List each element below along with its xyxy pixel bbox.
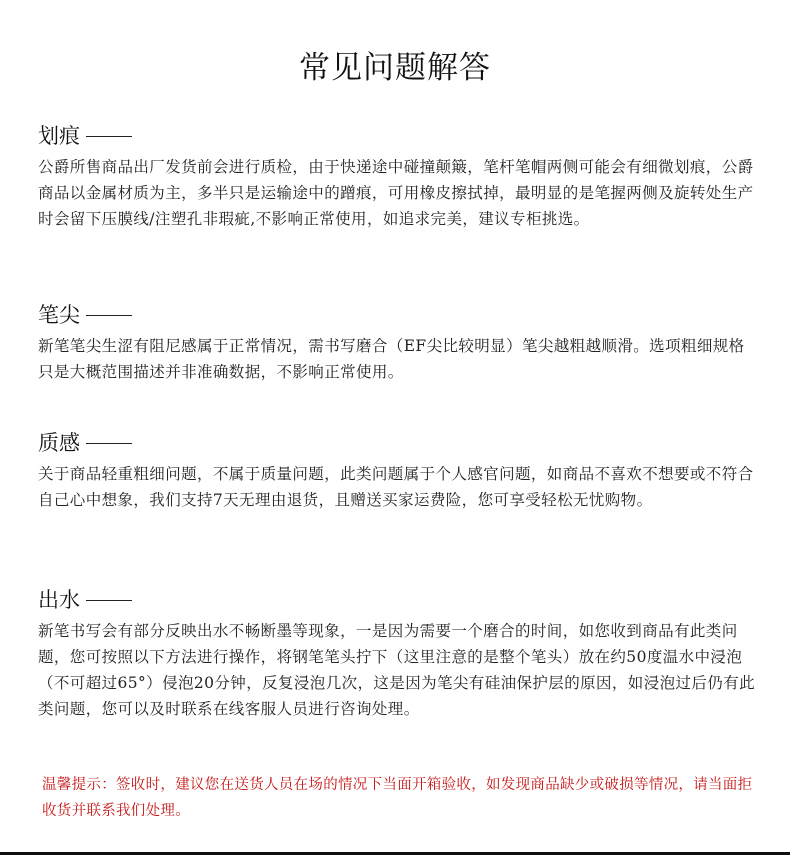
section-body: 关于商品轻重粗细问题，不属于质量问题，此类问题属于个人感官问题，如商品不喜欢不想要或不符合自己心中想象，我们支持7天无理由退货，且赠送买家运费险，您可享受轻松无忧购物。 <box>38 465 754 509</box>
bottom-divider <box>0 852 790 855</box>
section-heading-text: 质感 <box>38 431 80 455</box>
section-nib <box>38 300 758 385</box>
section-body: 新笔书写会有部分反映出水不畅断墨等现象，一是因为需要一个磨合的时间，如您收到商品有此类问题，您可按照以下方法进行操作，将钢笔笔头拧下（这里注意的是整个笔头）放在约50度温水中浸泡（不可超过65°）侵泡20分钟，反复浸泡几次，这是因为笔尖有硅油保护层的原因，如浸泡过后仍有此类问题，您可以及时联系在线客服人员进行咨询处理。 <box>38 622 755 718</box>
section-ink-flow <box>38 585 758 722</box>
heading-divider <box>86 136 132 137</box>
heading-divider <box>86 443 132 444</box>
section-texture <box>38 428 758 513</box>
section-heading <box>38 428 758 458</box>
section-body: 公爵所售商品出厂发货前会进行质检，由于快递途中碰撞颠簸，笔杆笔帽两侧可能会有细微划痕，公爵商品以金属材质为主，多半只是运输途中的蹭痕，可用橡皮擦拭掉，最明显的是笔握两侧及旋转处生产时会留下压膜线/注塑孔非瑕疵,不影响正常使用，如追求完美，建议专柜挑选。 <box>38 158 754 228</box>
delivery-notice: 温馨提示：签收时，建议您在送货人员在场的情况下当面开箱验收，如发现商品缺少或破损等情况，请当面拒收货并联系我们处理。 <box>42 777 753 819</box>
page-title: 常见问题解答 <box>299 50 491 86</box>
section-heading <box>38 585 758 615</box>
section-scratches <box>38 121 758 232</box>
heading-divider <box>86 600 132 601</box>
section-heading-text: 笔尖 <box>38 303 80 327</box>
heading-divider <box>86 315 132 316</box>
section-heading <box>38 300 758 330</box>
section-heading-text: 出水 <box>38 588 80 612</box>
section-heading-text: 划痕 <box>38 124 80 148</box>
section-heading <box>38 121 758 151</box>
section-body: 新笔笔尖生涩有阻尼感属于正常情况，需书写磨合（EF尖比较明显）笔尖越粗越顺滑。选项粗细规格只是大概范围描述并非准确数据，不影响正常使用。 <box>38 337 745 381</box>
